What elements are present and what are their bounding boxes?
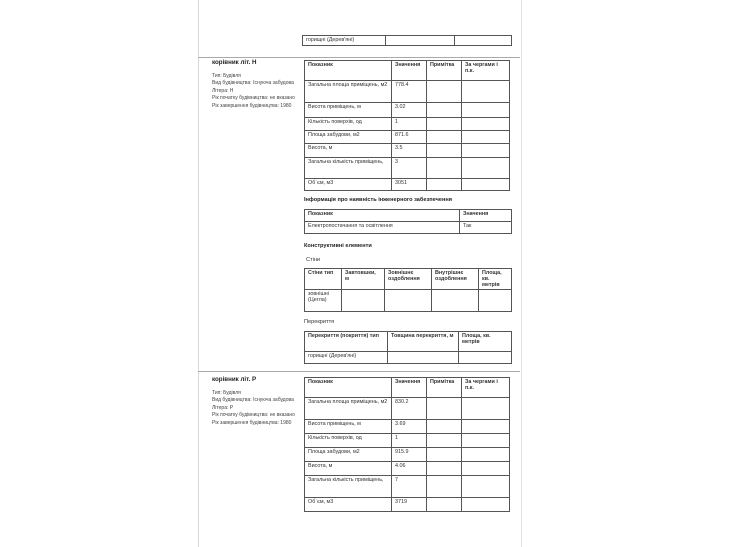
table-cell [427,158,462,179]
table-cell [462,103,510,118]
row-value: 3.02 [392,103,427,118]
column-header: Показник [305,210,460,222]
table-cell [427,476,462,498]
engineering-section-title: Інформація про наявність інженерного забезпечення [304,197,452,203]
table-cell [385,290,432,312]
row-name: Площа забудови, м2 [305,131,392,144]
table-cell [462,118,510,131]
table-row [305,118,510,131]
table-cell [388,352,459,364]
table-row [303,36,512,46]
table-cell [427,398,462,420]
row-value: 778.4 [392,81,427,103]
row-value: 3.5 [392,144,427,158]
column-header: Площа, кв. метрів [479,269,512,290]
column-header: Значення [460,210,512,222]
building-h-indicators-table [304,60,510,191]
building-p-indicators-table [304,377,510,512]
table-cell [427,144,462,158]
row-value: 830.2 [392,398,427,420]
table-header-row [305,61,510,81]
table-cell [462,179,510,191]
table-cell [427,498,462,512]
building-h-title: корівник літ. Н [212,59,257,66]
column-header: Примітка [427,61,462,81]
row-name: Загальна кількість приміщень, [305,476,392,498]
row-value: 871.6 [392,131,427,144]
table-row [305,448,510,462]
column-header: За чергами і п.к. [462,378,510,398]
row-name: горищні (Дерев'яні) [305,352,388,364]
row-name: Площа забудови, м2 [305,448,392,462]
column-header: Значення [392,378,427,398]
table-cell [427,118,462,131]
column-header: Перекриття (покриття) тип [305,332,388,352]
detail-line: Вид будівництва: Існуюча забудова [212,397,294,404]
table-row [305,290,512,312]
table-cell [427,131,462,144]
row-value: 3719 [392,498,427,512]
row-value: 1 [392,434,427,448]
table-cell [462,476,510,498]
table-header-row [305,269,512,290]
detail-line: Рік завершення будівництва: 1980 [212,419,292,426]
table-cell [462,144,510,158]
building-p-info [212,376,300,428]
column-header: Стіни тип [305,269,342,290]
column-header: Значення [392,61,427,81]
table-cell [462,398,510,420]
row-name: Загальна площа приміщень, м2 [305,398,392,420]
table-cell [462,434,510,448]
constructive-elements-title: Конструктивні елементи [304,243,372,249]
building-h-info [212,59,300,111]
row-name: Висота приміщень, м [305,103,392,118]
table-row [305,158,510,179]
row-name: Висота, м [305,462,392,476]
column-header: Зовнішнє оздоблення [385,269,432,290]
top-fragment-table [302,35,512,46]
table-row [305,179,510,191]
detail-line: Рік завершення будівництва: 1980 [212,102,292,109]
table-cell [462,462,510,476]
table-cell [427,434,462,448]
table-row [305,81,510,103]
table-cell [462,448,510,462]
column-header: Показник [305,61,392,81]
row-value: 3.69 [392,420,427,434]
table-cell [455,36,512,46]
detail-line: Літера: Н [212,87,234,94]
detail-line: Тип: Будівля [212,389,241,396]
table-row [305,476,510,498]
table-cell [342,290,385,312]
table-cell [427,103,462,118]
row-value: 915.9 [392,448,427,462]
column-header: Товщина перекриття, м [388,332,459,352]
column-header: Завтовшки, м [342,269,385,290]
walls-label: Стіни [306,257,321,263]
detail-line: Літера: Р [212,404,234,411]
detail-line: Рік початку будівництва: не вказано [212,412,295,419]
row-name: Об`єм, м3 [305,179,392,191]
row-name: Об`єм, м3 [305,498,392,512]
row-name: Висота, м [305,144,392,158]
row-name: Кількість поверхів, од [305,434,392,448]
table-row [305,103,510,118]
detail-line: Рік початку будівництва: не вказано [212,95,295,102]
table-cell [459,352,512,364]
table-cell [427,81,462,103]
table-cell [462,158,510,179]
column-header: Площа, кв. метрів [459,332,512,352]
table-cell [386,36,455,46]
table-cell [432,290,479,312]
table-row [305,131,510,144]
row-value: 1 [392,118,427,131]
row-value: 4.06 [392,462,427,476]
table-cell [479,290,512,312]
table-row [305,420,510,434]
table-header-row [305,210,512,222]
row-value: Так [460,222,512,234]
table-row [305,434,510,448]
table-cell [427,448,462,462]
detail-line: Вид будівництва: Існуюча забудова [212,80,294,87]
column-header: Внутрішнє оздоблення [432,269,479,290]
table-cell [462,81,510,103]
floors-label: Перекриття [304,319,335,325]
table-row [305,144,510,158]
section-divider [198,371,520,372]
row-name: Загальна площа приміщень, м2 [305,81,392,103]
table-row [305,462,510,476]
table-cell [462,131,510,144]
column-header: За чергами і п.к. [462,61,510,81]
building-p-title: корівник літ. Р [212,376,257,383]
table-cell [462,420,510,434]
row-name: Електропостачання та освітлення [305,222,460,234]
row-name: Висота приміщень, м [305,420,392,434]
row-name: Загальна кількість приміщень, [305,158,392,179]
row-value: 3 [392,158,427,179]
table-row [305,398,510,420]
table-header-row [305,332,512,352]
row-name: Кількість поверхів, од [305,118,392,131]
section-divider [198,57,520,58]
table-cell [462,498,510,512]
row-name: зовнішні (Цегла) [305,290,342,312]
table-row [305,498,510,512]
table-row [305,222,512,234]
table-cell [427,462,462,476]
walls-table [304,268,512,312]
row-value: 7 [392,476,427,498]
table-cell: горищні (Дерев'яні) [303,36,386,46]
detail-line: Тип: Будівля [212,72,241,79]
column-header: Примітка [427,378,462,398]
table-header-row [305,378,510,398]
table-cell [427,420,462,434]
row-value: 3051 [392,179,427,191]
table-cell [427,179,462,191]
engineering-table [304,209,512,234]
column-header: Показник [305,378,392,398]
table-row [305,352,512,364]
floors-table [304,331,512,364]
